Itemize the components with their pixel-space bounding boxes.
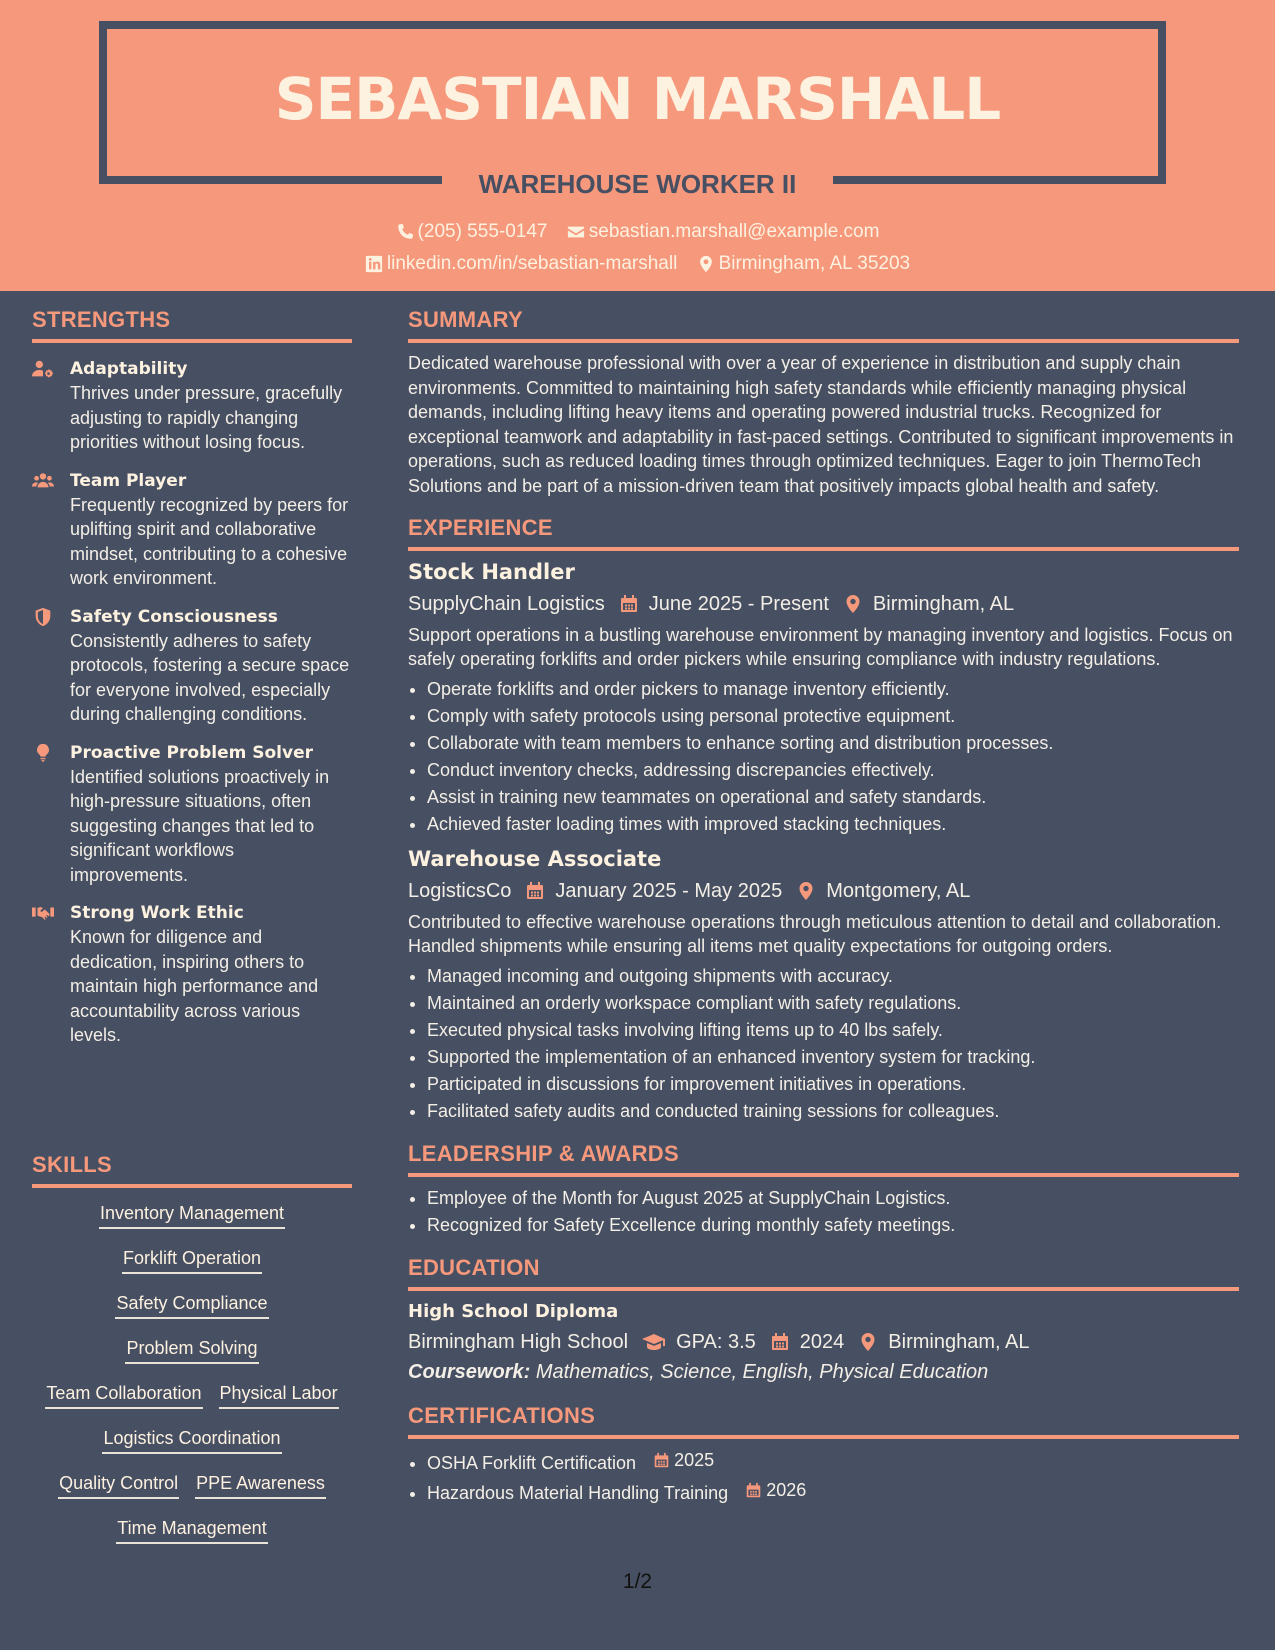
leadership-section bbox=[408, 1139, 1239, 1239]
summary-text: Dedicated warehouse professional with over a year of experience in distribution and supply chain environments. Committed to maintaining high safety standards while efficiently managing physical demands, including lifting heavy items and operating powered industrial trucks. Recognized for exceptional teamwork and adaptability in fast-paced settings. Contributed to significant improvements in operations, such as reduced loading times through optimized techniques. Eager to join ThermoTech Solutions and be part of a mission-driven team that positively impacts global health and safety. bbox=[408, 353, 1234, 496]
job-role: WAREHOUSE WORKER II bbox=[478, 169, 797, 199]
skill-tag: Problem Solving bbox=[125, 1337, 258, 1364]
company-name: SupplyChain Logistics bbox=[408, 592, 605, 615]
location-text: Birmingham, AL 35203 bbox=[718, 253, 911, 274]
strengths-rule bbox=[32, 339, 352, 343]
education-section bbox=[408, 1253, 1239, 1387]
strength-desc: Frequently recognized by peers for uplifting spirit and collaborative mindset, contributing to a cohesive work environment. bbox=[70, 494, 349, 588]
left-column bbox=[32, 305, 352, 1062]
calendar-icon bbox=[745, 1482, 762, 1499]
role-wrap bbox=[442, 164, 833, 204]
email-contact[interactable] bbox=[567, 219, 880, 245]
list-item: • Employee of the Month for August 2025 at SupplyChain Logistics. bbox=[427, 1185, 1239, 1212]
list-item: • Conduct inventory checks, addressing discrepancies effectively. bbox=[427, 757, 1239, 784]
skill-tag: Forklift Operation bbox=[122, 1247, 262, 1274]
list-item: • Assist in training new teammates on operational and safety standards. bbox=[427, 784, 1239, 811]
education-rule bbox=[408, 1287, 1239, 1291]
skill-tag: Quality Control bbox=[58, 1472, 179, 1499]
strengths-list bbox=[32, 357, 352, 1048]
summary-section bbox=[408, 305, 1239, 499]
graduation-cap-icon bbox=[642, 1332, 666, 1352]
job-description: Contributed to effective warehouse operations through meticulous attention to detail and collaboration. Handled shipments while ensuring all items met quality expectations for outgoing orders. bbox=[408, 911, 1222, 957]
skill-tag: Inventory Management bbox=[99, 1202, 285, 1229]
list-item: • Facilitated safety audits and conducted training sessions for colleagues. bbox=[427, 1098, 1239, 1125]
coursework-list: Mathematics, Science, English, Physical Education bbox=[535, 1360, 989, 1383]
education-meta bbox=[408, 1327, 1239, 1357]
shield-icon bbox=[32, 607, 54, 627]
coursework-label: Coursework: bbox=[408, 1360, 531, 1383]
calendar-icon bbox=[525, 881, 545, 901]
cert-name: OSHA Forklift Certification bbox=[427, 1452, 637, 1473]
map-pin-icon bbox=[796, 881, 816, 901]
candidate-name: SEBASTIAN MARSHALL bbox=[274, 65, 1001, 133]
skill-tag: Team Collaboration bbox=[45, 1382, 202, 1409]
certifications-heading: CERTIFICATIONS bbox=[408, 1402, 596, 1428]
list-item: • Collaborate with team members to enhance sorting and distribution processes. bbox=[427, 730, 1239, 757]
certifications-list bbox=[408, 1447, 1239, 1507]
strength-desc: Thrives under pressure, gracefully adjusting to rapidly changing priorities without losing focus. bbox=[70, 383, 343, 452]
handshake-icon bbox=[32, 903, 54, 923]
job-bullets bbox=[408, 676, 1239, 838]
job-location: Montgomery, AL bbox=[826, 879, 971, 902]
strength-item bbox=[32, 741, 352, 888]
job-dates: June 2025 - Present bbox=[648, 592, 829, 615]
strength-item bbox=[32, 357, 352, 455]
certifications-section bbox=[408, 1401, 1239, 1507]
gpa: GPA: 3.5 bbox=[676, 1330, 756, 1353]
experience-rule bbox=[408, 547, 1239, 551]
strength-item bbox=[32, 901, 352, 1048]
job-title: Warehouse Associate bbox=[408, 846, 662, 871]
header bbox=[0, 0, 1275, 291]
graduation-year: 2024 bbox=[799, 1330, 845, 1353]
skill-tag: Time Management bbox=[116, 1517, 267, 1544]
list-item bbox=[427, 1447, 1239, 1477]
degree-title: High School Diploma bbox=[408, 1300, 619, 1322]
job-location: Birmingham, AL bbox=[872, 592, 1015, 615]
lightbulb-icon bbox=[32, 743, 54, 763]
map-pin-icon bbox=[843, 594, 863, 614]
calendar-icon bbox=[770, 1332, 790, 1352]
calendar-icon bbox=[619, 594, 639, 614]
job-entry bbox=[408, 557, 1239, 838]
summary-rule bbox=[408, 339, 1239, 343]
job-meta bbox=[408, 589, 1239, 619]
map-pin-icon bbox=[697, 255, 715, 273]
linkedin-icon bbox=[365, 255, 383, 273]
strength-title: Strong Work Ethic bbox=[70, 903, 244, 923]
contact-row-2 bbox=[0, 251, 1275, 281]
list-item: • Managed incoming and outgoing shipments with accuracy. bbox=[427, 963, 1239, 990]
job-bullets bbox=[408, 963, 1239, 1125]
coursework bbox=[408, 1357, 1239, 1387]
phone-icon bbox=[396, 223, 414, 241]
education-heading: EDUCATION bbox=[408, 1254, 540, 1280]
list-item: • Executed physical tasks involving lifting items up to 40 lbs safely. bbox=[427, 1017, 1239, 1044]
school-location: Birmingham, AL bbox=[888, 1330, 1030, 1353]
list-item: • Recognized for Safety Excellence during monthly safety meetings. bbox=[427, 1212, 1239, 1239]
experience-heading: EXPERIENCE bbox=[408, 514, 553, 540]
list-item: • Participated in discussions for improvement initiatives in operations. bbox=[427, 1071, 1239, 1098]
envelope-icon bbox=[567, 223, 585, 241]
job-title: Stock Handler bbox=[408, 559, 575, 584]
phone-text: (205) 555-0147 bbox=[417, 221, 548, 242]
list-item: • Comply with safety protocols using personal protective equipment. bbox=[427, 703, 1239, 730]
cert-year: 2025 bbox=[674, 1449, 715, 1470]
strength-item bbox=[32, 469, 352, 591]
linkedin-contact[interactable] bbox=[365, 251, 677, 277]
certifications-rule bbox=[408, 1435, 1239, 1439]
skills-rule bbox=[32, 1184, 352, 1188]
job-entry bbox=[408, 844, 1239, 1125]
calendar-icon bbox=[653, 1452, 670, 1469]
company-name: LogisticsCo bbox=[408, 879, 512, 902]
job-dates: January 2025 - May 2025 bbox=[555, 879, 783, 902]
right-column bbox=[408, 305, 1239, 1517]
skills-section bbox=[32, 1150, 352, 1562]
strength-title: Team Player bbox=[70, 470, 187, 491]
job-description: Support operations in a bustling warehouse environment by managing inventory and logistics. Focus on safely operating forklifts and order pickers while ensuring compliance with industry regulations. bbox=[408, 624, 1233, 670]
skill-tag: PPE Awareness bbox=[195, 1472, 326, 1499]
list-item: • Supported the implementation of an enhanced inventory system for tracking. bbox=[427, 1044, 1239, 1071]
list-item: • Operate forklifts and order pickers to manage inventory efficiently. bbox=[427, 676, 1239, 703]
strength-title: Safety Consciousness bbox=[70, 606, 278, 627]
skills-heading: SKILLS bbox=[32, 1152, 113, 1177]
list-item bbox=[427, 1477, 1239, 1507]
list-item: • Maintained an orderly workspace compliant with safety regulations. bbox=[427, 990, 1239, 1017]
leadership-heading: LEADERSHIP & AWARDS bbox=[408, 1140, 679, 1166]
linkedin-text: linkedin.com/in/sebastian-marshall bbox=[386, 253, 678, 274]
strength-desc: Identified solutions proactively in high-pressure situations, often suggesting changes that led to significant workflows improvements. bbox=[70, 766, 330, 885]
contact-row-1 bbox=[0, 219, 1275, 249]
summary-heading: SUMMARY bbox=[408, 307, 523, 332]
strength-desc: Known for diligence and dedication, inspiring others to maintain high performance and accountability across various levels. bbox=[70, 927, 319, 1045]
page-number: 1/2 bbox=[622, 1570, 653, 1593]
skill-tag: Physical Labor bbox=[219, 1382, 339, 1409]
leadership-list bbox=[408, 1185, 1239, 1239]
skills-list bbox=[32, 1202, 352, 1562]
email-text: sebastian.marshall@example.com bbox=[588, 221, 880, 242]
skill-tag: Logistics Coordination bbox=[102, 1427, 281, 1454]
strength-item bbox=[32, 605, 352, 727]
strengths-heading: STRENGTHS bbox=[32, 307, 171, 332]
phone-contact[interactable] bbox=[396, 219, 548, 245]
user-gear-icon bbox=[32, 359, 54, 379]
skill-tag: Safety Compliance bbox=[115, 1292, 268, 1319]
cert-name: Hazardous Material Handling Training bbox=[427, 1482, 729, 1503]
school-name: Birmingham High School bbox=[408, 1330, 629, 1353]
leadership-rule bbox=[408, 1173, 1239, 1177]
strength-title: Proactive Problem Solver bbox=[70, 742, 313, 763]
users-icon bbox=[32, 471, 54, 491]
location-contact bbox=[697, 251, 911, 277]
map-pin-icon bbox=[858, 1332, 878, 1352]
experience-section bbox=[408, 513, 1239, 1125]
strength-title: Adaptability bbox=[70, 359, 188, 379]
list-item: • Achieved faster loading times with improved stacking techniques. bbox=[427, 811, 1239, 838]
strength-desc: Consistently adheres to safety protocols, fostering a secure space for everyone involved, especially during challenging conditions. bbox=[70, 630, 350, 724]
job-meta bbox=[408, 876, 1239, 906]
cert-year: 2026 bbox=[766, 1479, 807, 1500]
